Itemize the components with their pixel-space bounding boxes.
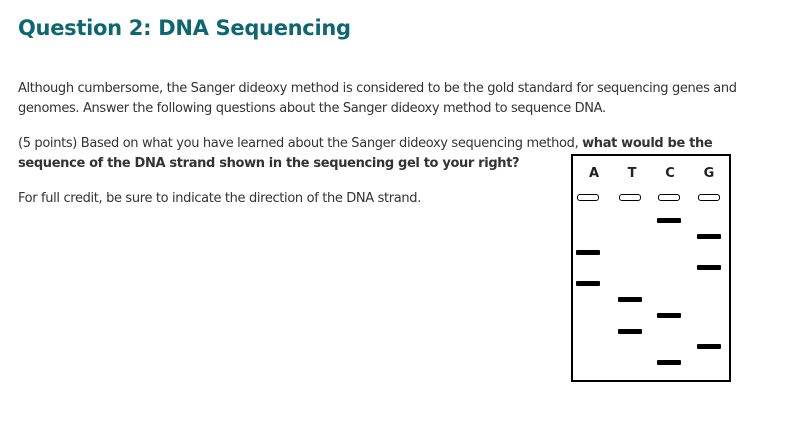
prompt-text: (5 points) Based on what you have learned about the Sanger dideoxy sequencing method, [18,136,583,151]
gel-band-c [657,313,681,318]
gel-band-a [576,281,600,286]
gel-band-t [618,297,642,302]
intro-paragraph: Although cumbersome, the Sanger dideoxy method is considered to be the gold standard for sequencing genes and genomes. Answer the following questions about the Sanger dideoxy method to sequence DNA. [18,81,737,116]
gel-band-g [697,234,721,239]
lane-label-a: A [588,166,600,181]
gel-band-g [697,344,721,349]
question-title: Question 2: DNA Sequencing [18,16,351,40]
well-c [658,194,680,201]
gel-band-c [657,360,681,365]
credit-note: For full credit, be sure to indicate the direction of the DNA strand. [18,191,421,206]
gel-band-t [618,329,642,334]
gel-band-g [697,265,721,270]
well-a [577,194,599,201]
gel-band-c [657,218,681,223]
well-g [698,194,720,201]
gel-band-a [576,250,600,255]
lane-label-c: C [665,166,675,181]
lane-label-t: T [627,166,637,181]
well-t [619,194,641,201]
lane-label-g: G [703,166,715,181]
sequencing-gel [571,154,731,382]
prompt-emphasis: what would be the sequence of the DNA strand shown in the sequencing gel to your right? [18,136,713,171]
